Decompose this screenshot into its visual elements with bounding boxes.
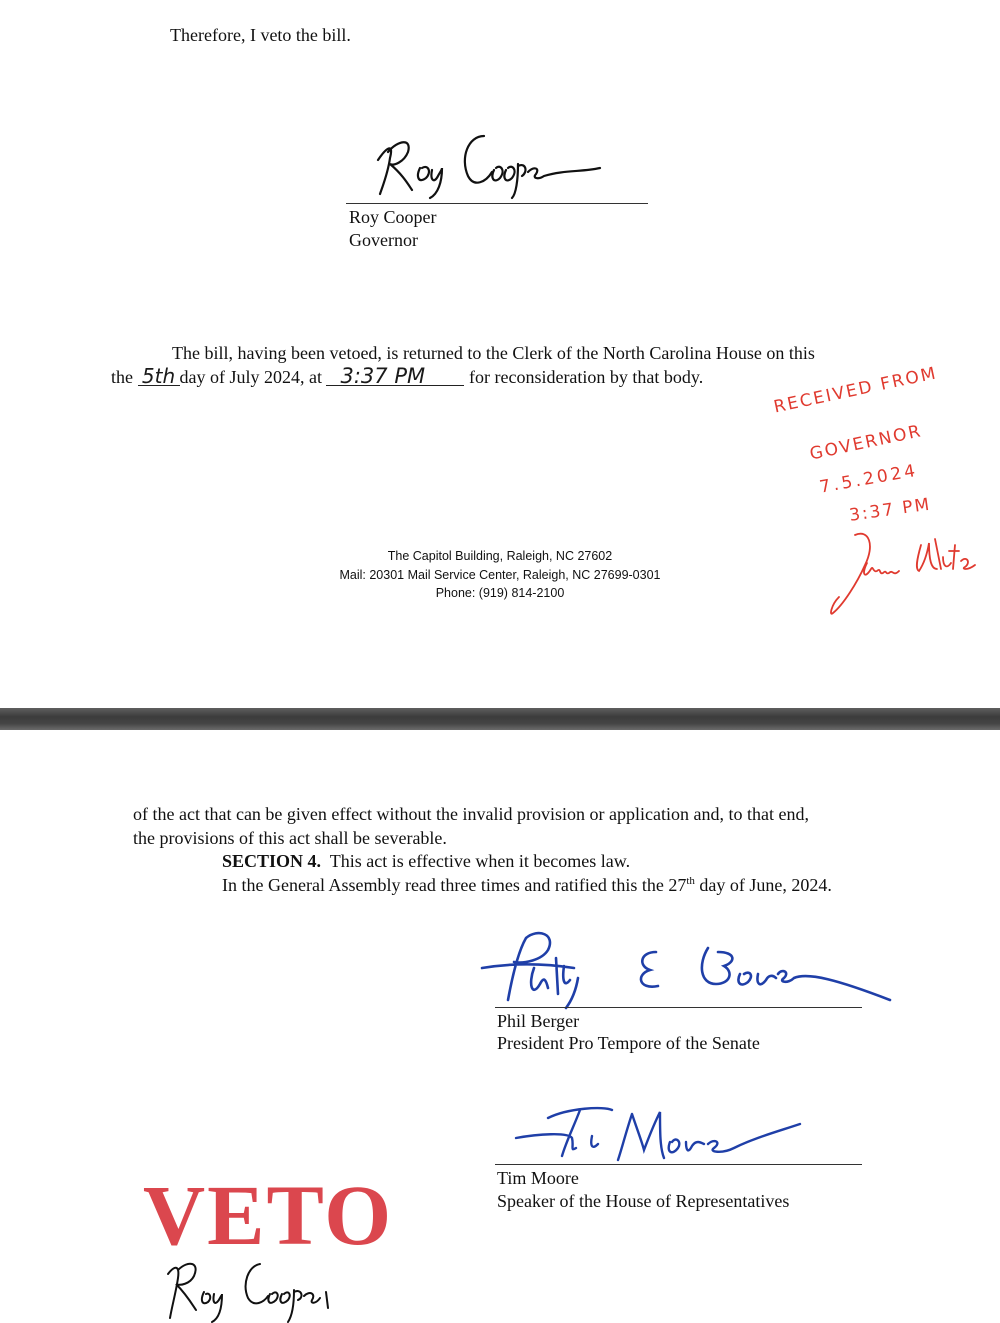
governor-signature-line — [346, 203, 648, 204]
return-statement-line2 — [111, 366, 703, 388]
receipt-note-signature — [825, 525, 980, 620]
governor-title: Governor — [349, 230, 418, 250]
section-4 — [222, 850, 630, 872]
veto-statement: Therefore, I veto the bill. — [170, 25, 351, 45]
severability-line1: of the act that can be given effect without the invalid provision or application and, to that end, — [133, 804, 809, 824]
senate-signature-line — [495, 1007, 862, 1008]
address-line1: The Capitol Building, Raleigh, NC 27602 — [387, 549, 613, 563]
address-line3: Phone: (919) 814-2100 — [435, 586, 565, 600]
senate-signature — [478, 918, 898, 1018]
governor-signature — [368, 118, 608, 198]
return-day-field: 5th — [138, 367, 180, 386]
senate-signer-name: Phil Berger — [497, 1011, 580, 1031]
return-end-text: for reconsideration by that body. — [468, 367, 704, 387]
section-text: This act is effective when it becomes law. — [329, 851, 631, 871]
governor-name: Roy Cooper — [349, 207, 437, 227]
house-signer-name: Tim Moore — [497, 1168, 579, 1188]
senate-signer-title: President Pro Tempore of the Senate — [497, 1033, 760, 1053]
receipt-note-date: 7.5.2024 — [818, 460, 920, 498]
address-line2: Mail: 20301 Mail Service Center, Raleigh, NC 27699-0301 — [339, 568, 661, 582]
page-divider — [0, 708, 1000, 730]
ratified-pre: In the General Assembly read three times and ratified this the 27 — [222, 875, 687, 895]
ratified-sup: th — [686, 875, 695, 887]
return-mid-text: day of July 2024, at — [179, 367, 322, 387]
severability-line2: the provisions of this act shall be severable. — [133, 828, 447, 848]
return-time-field: 3:37 PM — [326, 367, 464, 386]
section-label: SECTION 4. — [222, 851, 322, 871]
receipt-note-line2: GOVERNOR — [808, 421, 925, 465]
stamp-signature — [160, 1252, 360, 1322]
house-signature — [508, 1098, 808, 1168]
return-statement-line1: The bill, having been vetoed, is returned to the Clerk of the North Carolina House on this — [172, 343, 815, 363]
veto-stamp: VETO — [143, 1167, 394, 1263]
ratification-statement — [222, 874, 832, 896]
return-the-text: the — [111, 367, 133, 387]
receipt-note-time: 3:37 PM — [848, 494, 933, 526]
ratified-post: day of June, 2024. — [694, 875, 832, 895]
receipt-note-line1: RECEIVED FROM — [772, 363, 940, 418]
house-signature-line — [495, 1164, 862, 1165]
house-signer-title: Speaker of the House of Representatives — [497, 1191, 790, 1211]
